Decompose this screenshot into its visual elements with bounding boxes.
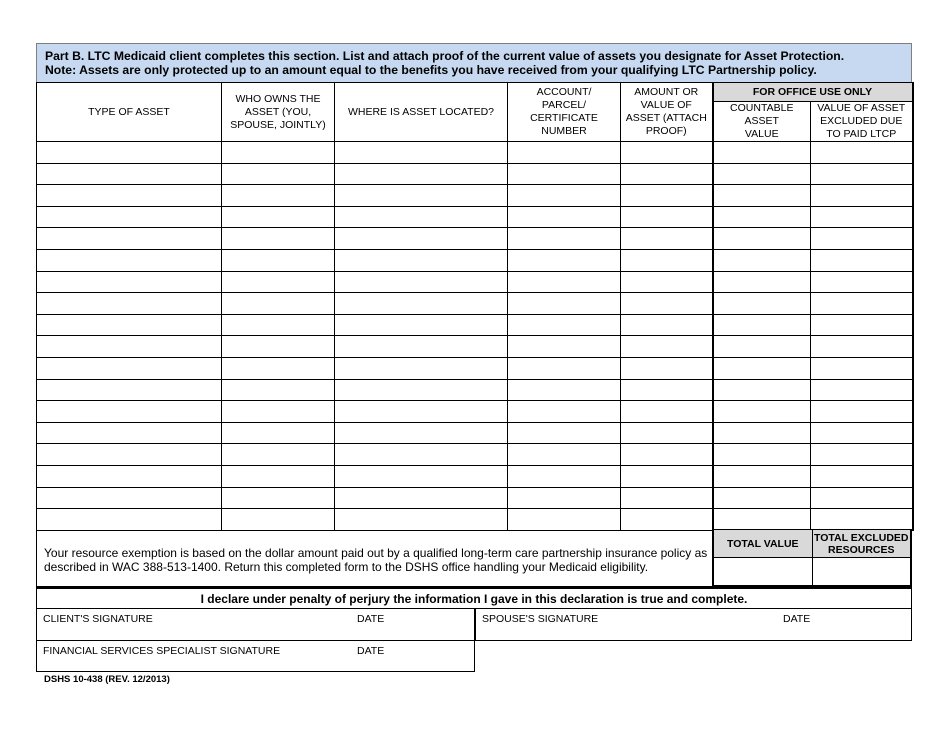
table-cell[interactable]: [811, 509, 913, 531]
table-cell[interactable]: [335, 142, 508, 164]
table-cell[interactable]: [811, 293, 913, 315]
table-cell[interactable]: [508, 228, 621, 250]
table-cell[interactable]: [811, 249, 913, 271]
table-row: [37, 487, 913, 509]
table-cell[interactable]: [222, 379, 335, 401]
table-cell[interactable]: [621, 336, 713, 358]
table-cell[interactable]: [508, 336, 621, 358]
form-number: DSHS 10-438 (REV. 12/2013): [44, 674, 170, 685]
table-cell[interactable]: [508, 314, 621, 336]
table-cell[interactable]: [811, 271, 913, 293]
fss-date-label: DATE: [357, 645, 385, 657]
exemption-note: Your resource exemption is based on the dollar amount paid out by a qualified long-term care partnership insurance policy as described in WAC 388-513-1400. Return this completed form to the DSHS office handling your Medicaid eligibility.: [44, 546, 708, 574]
table-cell[interactable]: [37, 401, 222, 423]
table-cell[interactable]: [222, 142, 335, 164]
table-cell[interactable]: [37, 185, 222, 207]
table-cell[interactable]: [713, 357, 811, 379]
table-cell[interactable]: [713, 465, 811, 487]
table-cell[interactable]: [222, 228, 335, 250]
table-cell[interactable]: [508, 271, 621, 293]
table-cell[interactable]: [713, 163, 811, 185]
table-cell[interactable]: [811, 379, 913, 401]
fss-signature-label: FINANCIAL SERVICES SPECIALIST SIGNATURE: [43, 645, 281, 657]
table-cell[interactable]: [508, 422, 621, 444]
table-cell[interactable]: [713, 401, 811, 423]
table-cell[interactable]: [508, 444, 621, 466]
total-excluded-label: TOTAL EXCLUDED RESOURCES: [812, 530, 911, 558]
table-cell[interactable]: [713, 249, 811, 271]
table-cell[interactable]: [222, 314, 335, 336]
table-cell[interactable]: [713, 142, 811, 164]
table-cell[interactable]: [508, 293, 621, 315]
table-row: [37, 163, 913, 185]
table-cell[interactable]: [222, 509, 335, 531]
table-cell[interactable]: [811, 487, 913, 509]
table-cell[interactable]: [621, 271, 713, 293]
table-cell[interactable]: [621, 401, 713, 423]
table-cell[interactable]: [335, 206, 508, 228]
table-cell[interactable]: [508, 206, 621, 228]
table-cell[interactable]: [222, 185, 335, 207]
table-cell[interactable]: [508, 509, 621, 531]
table-cell[interactable]: [37, 142, 222, 164]
table-row: [37, 228, 913, 250]
table-row: [37, 142, 913, 164]
table-cell[interactable]: [621, 142, 713, 164]
table-cell[interactable]: [713, 509, 811, 531]
table-cell[interactable]: [222, 422, 335, 444]
table-cell[interactable]: [508, 185, 621, 207]
table-row: [37, 401, 913, 423]
table-cell[interactable]: [222, 357, 335, 379]
col-account-number: ACCOUNT/ PARCEL/ CERTIFICATE NUMBER: [508, 83, 621, 142]
table-row: [37, 206, 913, 228]
table-cell[interactable]: [335, 228, 508, 250]
table-cell[interactable]: [335, 357, 508, 379]
table-cell[interactable]: [335, 336, 508, 358]
table-cell[interactable]: [222, 465, 335, 487]
table-cell[interactable]: [37, 509, 222, 531]
table-cell[interactable]: [713, 206, 811, 228]
table-cell[interactable]: [811, 142, 913, 164]
table-cell[interactable]: [335, 379, 508, 401]
table-cell[interactable]: [811, 206, 913, 228]
col-excluded: VALUE OF ASSET EXCLUDED DUE TO PAID LTCP: [811, 102, 913, 142]
total-value-label: TOTAL VALUE: [713, 530, 812, 558]
table-cell[interactable]: [37, 163, 222, 185]
table-cell[interactable]: [508, 465, 621, 487]
table-cell[interactable]: [621, 163, 713, 185]
client-signature-label: CLIENT'S SIGNATURE: [43, 613, 153, 625]
table-cell[interactable]: [621, 379, 713, 401]
table-cell[interactable]: [621, 422, 713, 444]
table-row: [37, 357, 913, 379]
table-cell[interactable]: [37, 379, 222, 401]
table-cell[interactable]: [713, 271, 811, 293]
table-cell[interactable]: [222, 271, 335, 293]
table-cell[interactable]: [621, 509, 713, 531]
table-cell[interactable]: [222, 206, 335, 228]
table-cell[interactable]: [335, 163, 508, 185]
table-row: [37, 271, 913, 293]
table-cell[interactable]: [37, 465, 222, 487]
table-cell[interactable]: [621, 314, 713, 336]
client-date-label: DATE: [357, 613, 385, 625]
total-value-input[interactable]: [713, 558, 812, 586]
table-cell[interactable]: [335, 487, 508, 509]
table-cell[interactable]: [508, 163, 621, 185]
table-cell[interactable]: [508, 142, 621, 164]
total-excluded-input[interactable]: [812, 558, 911, 586]
table-cell[interactable]: [621, 465, 713, 487]
table-cell[interactable]: [713, 444, 811, 466]
table-cell[interactable]: [222, 401, 335, 423]
table-cell[interactable]: [811, 357, 913, 379]
table-row: [37, 509, 913, 531]
header-line-2: Note: Assets are only protected up to an amount equal to the benefits you have received from your qualifying LTC Partnership policy.: [45, 63, 817, 77]
table-cell[interactable]: [335, 401, 508, 423]
table-cell[interactable]: [335, 465, 508, 487]
spouse-signature-label: SPOUSE'S SIGNATURE: [482, 613, 599, 625]
table-cell[interactable]: [37, 293, 222, 315]
table-cell[interactable]: [37, 357, 222, 379]
col-amount-value: AMOUNT OR VALUE OF ASSET (ATTACH PROOF): [621, 83, 713, 142]
table-row: [37, 314, 913, 336]
table-cell[interactable]: [335, 185, 508, 207]
table-cell[interactable]: [222, 249, 335, 271]
table-cell[interactable]: [335, 509, 508, 531]
table-cell[interactable]: [621, 444, 713, 466]
table-cell[interactable]: [811, 163, 913, 185]
table-cell[interactable]: [811, 444, 913, 466]
col-who-owns: WHO OWNS THE ASSET (YOU, SPOUSE, JOINTLY): [222, 83, 335, 142]
table-cell[interactable]: [222, 293, 335, 315]
table-cell[interactable]: [621, 487, 713, 509]
table-row: [37, 185, 913, 207]
table-cell[interactable]: [335, 314, 508, 336]
table-cell[interactable]: [37, 336, 222, 358]
totals-box: [712, 529, 912, 587]
table-cell[interactable]: [335, 422, 508, 444]
table-cell[interactable]: [811, 422, 913, 444]
table-cell[interactable]: [222, 487, 335, 509]
col-type-of-asset: TYPE OF ASSET: [37, 83, 222, 142]
table-cell[interactable]: [621, 293, 713, 315]
col-countable: COUNTABLE ASSET VALUE: [713, 102, 811, 142]
table-row: [37, 379, 913, 401]
table-cell[interactable]: [713, 487, 811, 509]
table-cell[interactable]: [508, 379, 621, 401]
table-cell[interactable]: [713, 314, 811, 336]
table-cell[interactable]: [335, 444, 508, 466]
table-cell[interactable]: [811, 185, 913, 207]
table-cell[interactable]: [713, 185, 811, 207]
client-signature-field[interactable]: [36, 609, 475, 641]
table-row: [37, 293, 913, 315]
table-cell[interactable]: [508, 357, 621, 379]
table-cell[interactable]: [621, 357, 713, 379]
table-cell[interactable]: [621, 185, 713, 207]
table-cell[interactable]: [222, 336, 335, 358]
table-cell[interactable]: [335, 271, 508, 293]
table-cell[interactable]: [811, 465, 913, 487]
table-cell[interactable]: [37, 422, 222, 444]
table-cell[interactable]: [37, 444, 222, 466]
table-cell[interactable]: [508, 249, 621, 271]
table-cell[interactable]: [37, 228, 222, 250]
table-cell[interactable]: [713, 336, 811, 358]
table-cell[interactable]: [811, 314, 913, 336]
table-cell[interactable]: [713, 379, 811, 401]
table-cell[interactable]: [37, 206, 222, 228]
table-cell[interactable]: [37, 314, 222, 336]
col-where-located: WHERE IS ASSET LOCATED?: [335, 83, 508, 142]
table-cell[interactable]: [811, 228, 913, 250]
header-line-1: Part B. LTC Medicaid client completes this section. List and attach proof of the current value of assets you designate for Asset Protection.: [45, 49, 845, 63]
table-cell[interactable]: [713, 422, 811, 444]
table-cell[interactable]: [37, 487, 222, 509]
table-cell[interactable]: [621, 228, 713, 250]
table-cell[interactable]: [621, 206, 713, 228]
table-cell[interactable]: [621, 249, 713, 271]
table-cell[interactable]: [335, 249, 508, 271]
table-cell[interactable]: [37, 249, 222, 271]
table-row: [37, 422, 913, 444]
table-cell[interactable]: [335, 293, 508, 315]
section-header: [36, 43, 912, 83]
table-row: [37, 444, 913, 466]
declaration: I declare under penalty of perjury the information I gave in this declaration is true and complete.: [36, 587, 912, 609]
table-cell[interactable]: [811, 336, 913, 358]
table-row: [37, 336, 913, 358]
table-row: [37, 465, 913, 487]
fss-signature-field[interactable]: [36, 641, 475, 672]
asset-table: [36, 82, 914, 531]
spouse-date-label: DATE: [783, 613, 811, 625]
table-cell[interactable]: [222, 444, 335, 466]
table-cell[interactable]: [713, 293, 811, 315]
table-cell[interactable]: [37, 271, 222, 293]
office-use-header: FOR OFFICE USE ONLY: [713, 83, 913, 102]
table-cell[interactable]: [811, 401, 913, 423]
table-cell[interactable]: [713, 228, 811, 250]
spouse-signature-field[interactable]: [475, 609, 912, 641]
table-cell[interactable]: [222, 163, 335, 185]
table-row: [37, 249, 913, 271]
table-cell[interactable]: [508, 401, 621, 423]
table-cell[interactable]: [508, 487, 621, 509]
